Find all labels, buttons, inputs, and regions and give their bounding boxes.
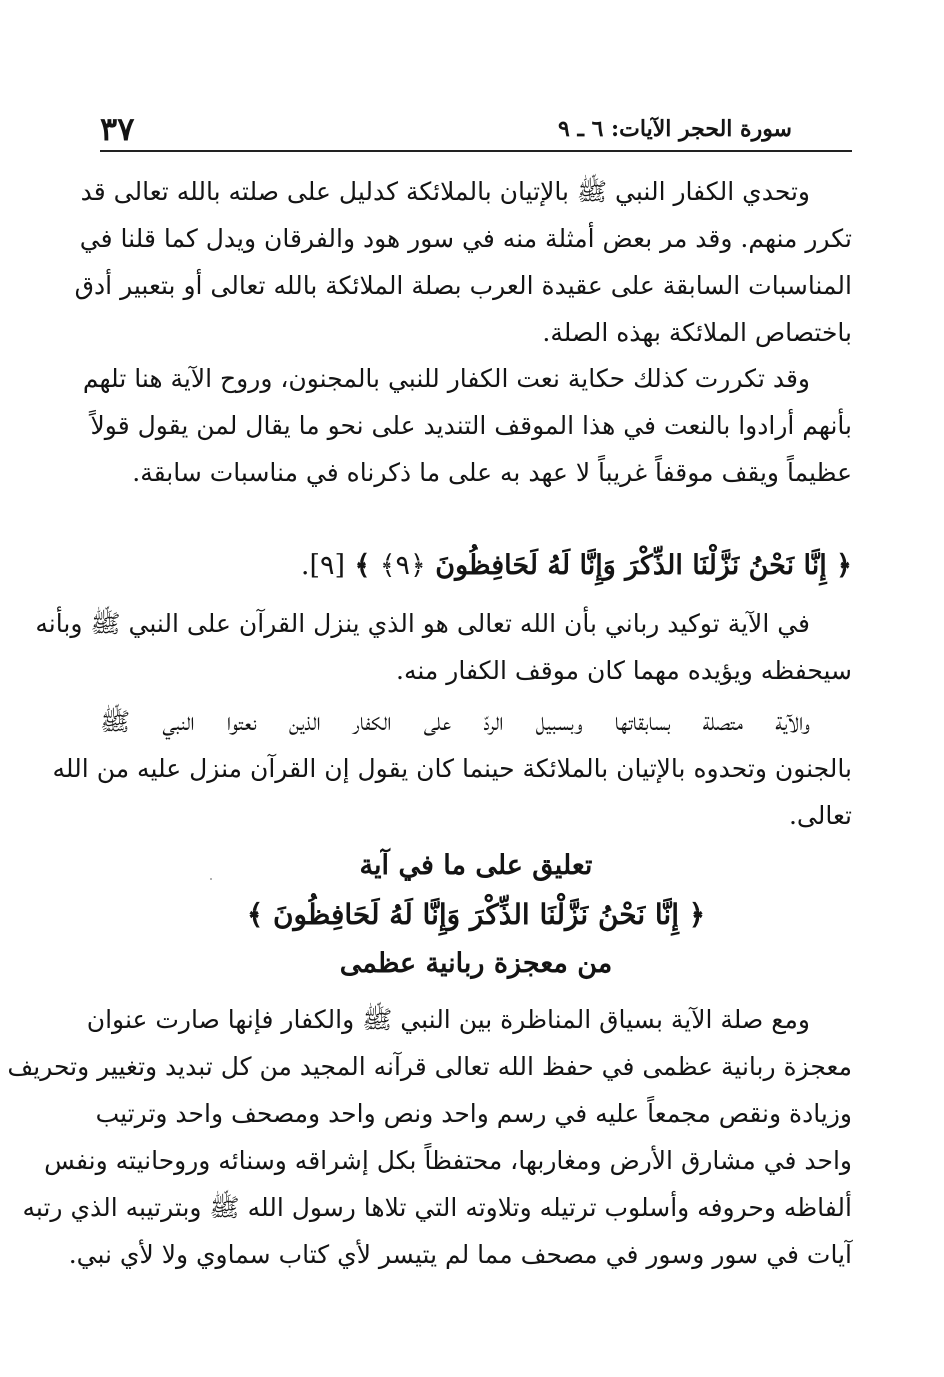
scan-speck: [210, 878, 212, 880]
text-line: وتحدي الكفار النبي ﷺ بالإتيان بالملائكة كدليل على صلته بالله تعالى قد: [80, 177, 810, 206]
text-line: تعالى.: [788, 801, 852, 830]
ayah-number-marker: ﴿٩﴾: [379, 550, 426, 581]
text-line: بأنهم أرادوا بالنعت في هذا الموقف التنديد على نحو ما يقال لمن يقول قولاً: [90, 411, 852, 440]
running-head: سورة الحجر الآيات: ٦ ـ ٩: [557, 116, 792, 142]
text-line: ومع صلة الآية بسياق المناظرة بين النبي ﷺ والكفار فإنها صارت عنوان: [86, 1005, 810, 1034]
text-line: باختصاص الملائكة بهذه الصلة.: [542, 318, 852, 347]
heading-title: تعليق على ما في آية: [359, 850, 593, 881]
text-line: وزيادة ونقص مجمعاً عليه في رسم واحد ونص واحد ومصحف واحد وترتيب: [95, 1099, 852, 1128]
text-line: تكرر منهم. وقد مر بعض أمثلة منه في سور هود والفرقان ويدل كما قلنا في: [79, 224, 852, 253]
heading-verse: ﴿ إِنَّا نَحْنُ نَزَّلْنَا الذِّكْرَ وَإِنَّا لَهُ لَحَافِظُونَ ﴾: [246, 898, 706, 931]
paragraph-1: [74, 168, 852, 356]
text-line: عظيماً ويقف موقفاً غريباً لا عهد به على ما ذكرناه في مناسبات سابقة.: [132, 458, 852, 487]
paragraph-2: [82, 355, 852, 496]
verse-reference: [٩].: [300, 550, 346, 581]
text-line: المناسبات السابقة على عقيدة العرب بصلة الملائكة بالله تعالى أو بتعبير أدق: [74, 271, 852, 300]
text-line: آيات في سور وسور في مصحف مما لم يتيسر لأي كتاب سماوي ولا لأي نبي.: [68, 1240, 852, 1269]
paragraph-4: [52, 698, 852, 839]
paragraph-5: [7, 996, 852, 1278]
paragraph-3: [35, 600, 852, 694]
text-line: سيحفظه ويؤيده مهما كان موقف الكفار منه.: [396, 656, 852, 685]
verse-open-bracket: ﴿: [836, 550, 852, 581]
text-line: واحد في مشارق الأرض ومغاربها، محتفظاً بكل إشراقه وسنائه وروحانيته ونفس: [44, 1146, 852, 1175]
text-line: معجزة ربانية عظمى في حفظ الله تعالى قرآنه المجيد من كل تبديد وتغيير وتحريف: [7, 1052, 852, 1081]
verse-close-bracket: ﴾: [354, 550, 371, 581]
section-heading: [100, 842, 852, 988]
text-line: ألفاظه وحروفه وأسلوب ترتيله وتلاوته التي تلاها رسول الله ﷺ وبترتيبه الذي رتبه: [22, 1193, 852, 1222]
heading-subtitle: من معجزة ربانية عظمى: [339, 948, 613, 979]
text-line: وقد تكررت كذلك حكاية نعت الكفار للنبي بالمجنون، وروح الآية هنا تلهم: [82, 364, 810, 393]
text-line: والآية متصلة بسابقاتها وبسبيل الردّ على الكفار الذين نعتوا النبي ﷺ: [100, 707, 810, 736]
verse-line: [301, 541, 852, 591]
verse-text: إِنَّا نَحْنُ نَزَّلْنَا الذِّكْرَ وَإِنَّا لَهُ لَحَافِظُونَ: [435, 550, 827, 581]
text-line: في الآية توكيد رباني بأن الله تعالى هو الذي ينزل القرآن على النبي ﷺ وبأنه: [35, 609, 810, 638]
text-line: بالجنون وتحدوه بالإتيان بالملائكة حينما كان يقول إن القرآن منزل عليه من الله: [52, 754, 852, 783]
quran-verse: [100, 541, 852, 591]
page-number: ٣٧: [100, 110, 135, 148]
page-header: [100, 108, 852, 152]
